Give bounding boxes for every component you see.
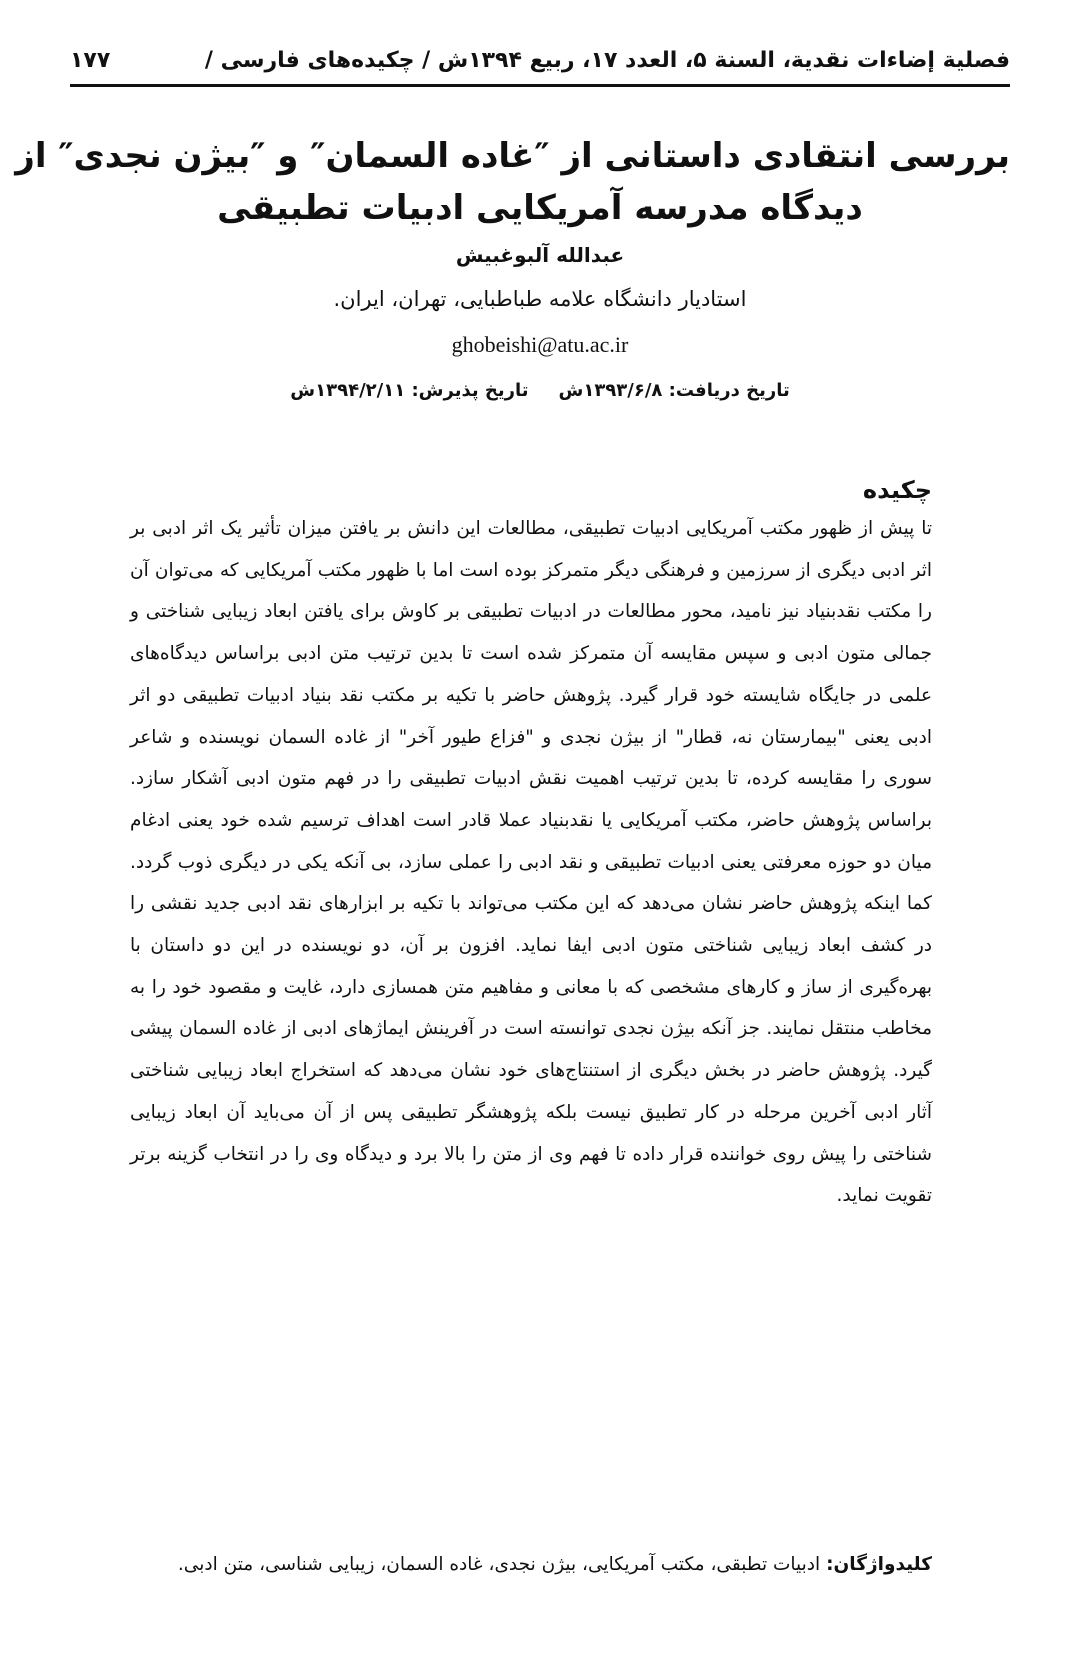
author-affiliation: استادیار دانشگاه علامه طباطبایی، تهران، ایران. [333, 287, 747, 311]
abstract-text: تا پیش از ظهور مکتب آمریکایی ادبیات تطبیقی، مطالعات این دانش بر یافتن میزان تأثیر یک اثر ادبی بر اثر ادبی دیگری از سرزمین و فرهنگی دیگر متمرکز بوده است اما با ظهور مکتب آمریکایی که می‌توان آن را مکتب نقدبنیاد نیز نامید، محور مطالعات در ادبیات تطبیقی بر کاوش برای یافتن ابعاد زیبایی شناختی و جمالی متون ادبی و سپس مقایسه آن متمرکز شده است تا بدین ترتیب متن ادبی براساس دیدگاه‌های علمی در جایگاه شایسته خود قرار گیرد. پژوهش حاضر با تکیه بر مکتب نقد بنیاد ادبیات تطبیقی دو اثر ادبی یعنی "بیمارستان نه، قطار" از بیژن نجدی و "فزاع طیور آخر" از غاده السمان نویسنده و شاعر سوری را مقایسه کرده، تا بدین ترتیب اهمیت نقش ادبیات تطبیقی را در فهم متون ادبی آشکار سازد. براساس پژوهش حاضر، مکتب آمریکایی یا نقدبنیاد عملا قادر است اهداف ترسیم شده خود یعنی ادغام میان دو حوزه معرفتی یعنی ادبیات تطبیقی و نقد ادبی را عملی سازد، بی آنکه یکی در دیگری ذوب گردد. کما اینکه پژوهش حاضر نشان می‌دهد که این مکتب می‌تواند با تکیه بر ابزارهای نقد ادبی جدید نقشی را در کشف ابعاد زیبایی شناختی متون ادبی ایفا نماید. افزون بر آن، دو نویسنده در این دو داستان با بهره‌گیری از ساز و کارهای مشخصی که با معانی و مفاهیم متن همسازی دارد، غایت و مقصود خود را به مخاطب منتقل نمایند. جز آنکه بیژن نجدی توانسته است در آفرینش ایماژهای ادبی از غاده السمان پیشی گیرد. پژوهش حاضر در بخش دیگری از استنتاج‌های خود نشان می‌دهد که استخراج ابعاد زیبایی شناختی آثار ادبی آخرین مرحله در کار تطبیق نیست بلکه پژوهشگر تطبیقی پس از آن می‌باید آن ابعاد زیبایی شناختی را پیش روی خواننده قرار داده تا فهم وی از متن را بالا برد و دیدگاه وی را در انتخاب گزینه برتر تقویت نماید. [130, 518, 932, 1207]
abstract-heading: چکیده [862, 476, 932, 504]
running-header [70, 40, 1010, 80]
article-dates [70, 376, 1010, 406]
title-line-2: دیدگاه مدرسه آمریکایی ادبیات تطبیقی [217, 188, 863, 228]
page-number: ۱۷۷ [70, 47, 111, 73]
keywords-text: ادبیات تطبقی، مکتب آمریکایی، بیژن نجدی، غاده السمان، زیبایی شناسی، متن ادبی. [177, 1554, 821, 1575]
author-email[interactable]: ghobeishi@atu.ac.ir [451, 332, 629, 357]
keywords-label: کلیدواژگان: [826, 1554, 932, 1575]
header-rule [70, 84, 1010, 87]
keywords [130, 1544, 932, 1585]
journal-info: فصلية إضاءات نقدية، السنة ۵، العدد ۱۷، ربيع ۱۳۹۴ش / چكيده‌های فارسی / [204, 47, 1010, 73]
article-title [15, 130, 1010, 234]
accepted-date: تاریخ پذیرش: ۱۳۹۴/۲/۱۱ش [290, 380, 529, 401]
title-line-1: بررسی انتقادی داستانی از ″غاده السمان″ و ″بیژن نجدی″ از [15, 136, 1010, 176]
author-name: عبدالله آلبوغبیش [455, 243, 625, 267]
received-date: تاریخ دریافت: ۱۳۹۳/۶/۸ش [558, 380, 790, 401]
